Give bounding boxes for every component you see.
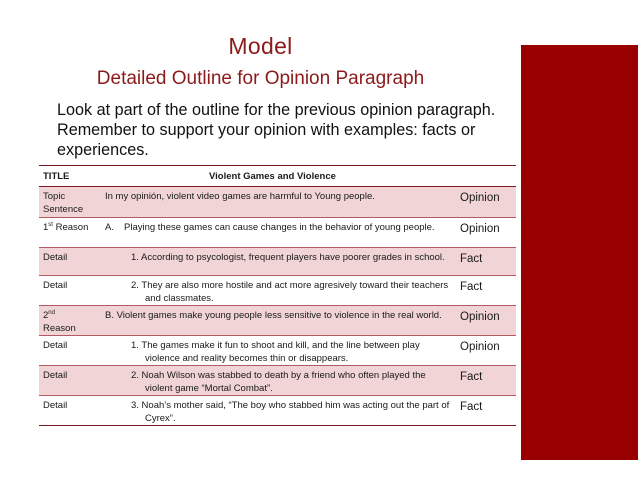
table-header-row bbox=[39, 166, 516, 187]
row-text: 3. Noah’s mother said, “The boy who stabbed him was acting out the part of Cyrex”. bbox=[131, 400, 450, 424]
row-type: Opinion bbox=[460, 223, 500, 235]
table-row bbox=[39, 396, 516, 426]
row-type: Fact bbox=[460, 401, 483, 413]
outline-table bbox=[39, 165, 516, 426]
table-row bbox=[39, 306, 516, 336]
table-row bbox=[39, 248, 516, 276]
table-row bbox=[39, 366, 516, 396]
row-type: Fact bbox=[460, 281, 483, 293]
row-label: 1st Reason bbox=[43, 221, 89, 233]
header-empty bbox=[456, 166, 516, 187]
row-marker: A. bbox=[105, 222, 114, 233]
table-row bbox=[39, 276, 516, 306]
header-title: Violent Games and Violence bbox=[209, 171, 336, 182]
row-text: 1. The games make it fun to shoot and kill, and the line between play violence and reality becomes thin or disappears. bbox=[131, 340, 420, 364]
row-label: Detail bbox=[43, 400, 68, 411]
row-type: Fact bbox=[460, 371, 483, 383]
row-label: Detail bbox=[43, 280, 68, 291]
slide-title: Model bbox=[228, 33, 293, 59]
row-label: Detail bbox=[43, 370, 68, 381]
intro-line: Look at part of the outline for the previous opinion paragraph. bbox=[57, 101, 496, 119]
table-row bbox=[39, 218, 516, 248]
red-sidebar-bar bbox=[521, 45, 638, 460]
intro-text bbox=[57, 100, 519, 160]
intro-line: Remember to support your opinion with examples: facts or bbox=[57, 121, 476, 139]
row-type: Opinion bbox=[460, 192, 500, 204]
row-type: Opinion bbox=[460, 341, 500, 353]
row-label: Detail bbox=[43, 340, 68, 351]
row-label: 2nd Reason bbox=[43, 309, 76, 334]
row-label: Detail bbox=[43, 252, 68, 263]
row-text: 2. They are also more hostile and act more agresively toward their teachers and classmates. bbox=[131, 280, 449, 304]
row-label: Topic Sentence bbox=[43, 191, 84, 215]
row-type: Opinion bbox=[460, 311, 500, 323]
slide-subtitle: Detailed Outline for Opinion Paragraph bbox=[96, 68, 425, 89]
row-text: A. Playing these games can cause changes in the behavior of young people. bbox=[105, 222, 435, 233]
row-text: In my opinión, violent video games are harmful to Young people. bbox=[105, 191, 375, 202]
row-text: 1. According to psycologist, frequent players have poorer grades in school. bbox=[131, 252, 445, 263]
header-label: TITLE bbox=[43, 171, 70, 182]
table-row bbox=[39, 336, 516, 366]
row-type: Fact bbox=[460, 253, 483, 265]
row-text: 2. Noah Wilson was stabbed to death by a friend who often played the violent game “Mortal Combat”. bbox=[131, 370, 426, 394]
intro-line: experiences. bbox=[57, 141, 149, 159]
table-row bbox=[39, 187, 516, 218]
row-text: B. Violent games make young people less sensitive to violence in the real world. bbox=[105, 310, 442, 321]
